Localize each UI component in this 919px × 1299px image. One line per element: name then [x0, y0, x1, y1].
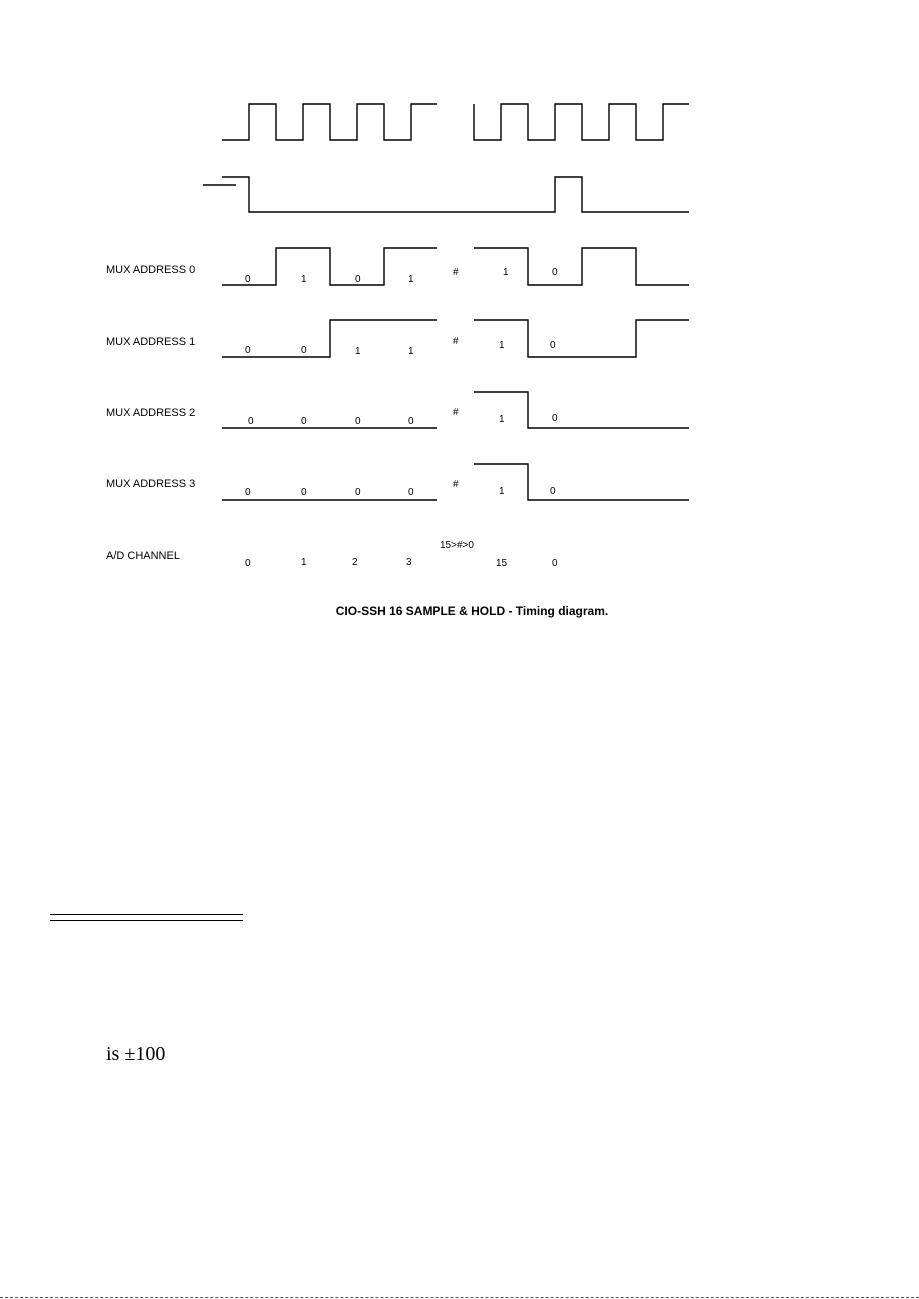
mux-address-3-waveform-continued — [474, 464, 689, 500]
mux-address-2-bit: 0 — [355, 416, 361, 427]
mux-address-3-bit: 0 — [301, 487, 307, 498]
mux-address-1-bit: # — [453, 336, 459, 347]
mux-address-0-bit: # — [453, 267, 459, 278]
clock-waveform — [222, 104, 437, 140]
mux-address-0-bit: 0 — [245, 274, 251, 285]
mux-address-0-bit: 1 — [503, 267, 509, 278]
mux-address-1-waveform — [222, 320, 437, 357]
ad-channel-value: 1 — [301, 557, 307, 568]
mux-address-2-waveform-continued — [474, 392, 689, 428]
mux-address-1-bit: 1 — [499, 340, 505, 351]
mux-address-0-waveform — [222, 248, 437, 285]
mux-address-3-bit: 1 — [499, 486, 505, 497]
mux-address-3-label: MUX ADDRESS 3 — [106, 478, 196, 490]
ad-channel-value: 15 — [496, 558, 508, 569]
spec-text: is ±100 — [106, 1043, 166, 1065]
ad-channel-value: 3 — [406, 557, 412, 568]
mux-address-1-bit: 1 — [355, 346, 361, 357]
ad-channel-value: 2 — [352, 557, 358, 568]
clock-waveform-continued — [474, 104, 689, 140]
mux-address-0-bit: 1 — [408, 274, 414, 285]
mux-address-3-bit: 0 — [355, 487, 361, 498]
diagram-caption: CIO-SSH 16 SAMPLE & HOLD - Timing diagram. — [335, 604, 609, 618]
mux-address-0-bit: 0 — [355, 274, 361, 285]
ad-channel-label: A/D CHANNEL — [106, 550, 180, 562]
strobe-waveform — [222, 177, 689, 212]
mux-address-1-bit: 0 — [245, 345, 251, 356]
mux-address-1-waveform-continued — [474, 320, 689, 357]
ad-channel-value: 0 — [552, 558, 558, 569]
mux-address-2-bit: 0 — [552, 413, 558, 424]
mux-address-1-bit: 0 — [301, 345, 307, 356]
mux-address-1-bit: 1 — [408, 346, 414, 357]
mux-address-3-bit: 0 — [550, 486, 556, 497]
mux-address-2-bit: # — [453, 407, 459, 418]
ad-channel-range-note: 15>#>0 — [440, 540, 474, 551]
page-bottom-line — [0, 1297, 919, 1298]
mux-address-1-label: MUX ADDRESS 1 — [106, 336, 196, 348]
mux-address-2-bit: 0 — [408, 416, 414, 427]
mux-address-1-bit: 0 — [550, 340, 556, 351]
mux-address-2-label: MUX ADDRESS 2 — [106, 407, 196, 419]
mux-address-3-bit: # — [453, 479, 459, 490]
mux-address-0-bit: 1 — [301, 274, 307, 285]
timing-diagram — [0, 0, 919, 640]
mux-address-2-bit: 0 — [301, 416, 307, 427]
mux-address-3-bit: 0 — [408, 487, 414, 498]
section-rule — [50, 914, 243, 921]
ad-channel-value: 0 — [245, 558, 251, 569]
mux-address-2-bit: 1 — [499, 414, 505, 425]
mux-address-2-bit: 0 — [248, 416, 254, 427]
mux-address-0-bit: 0 — [552, 267, 558, 278]
mux-address-3-bit: 0 — [245, 487, 251, 498]
mux-address-0-label: MUX ADDRESS 0 — [106, 264, 196, 276]
